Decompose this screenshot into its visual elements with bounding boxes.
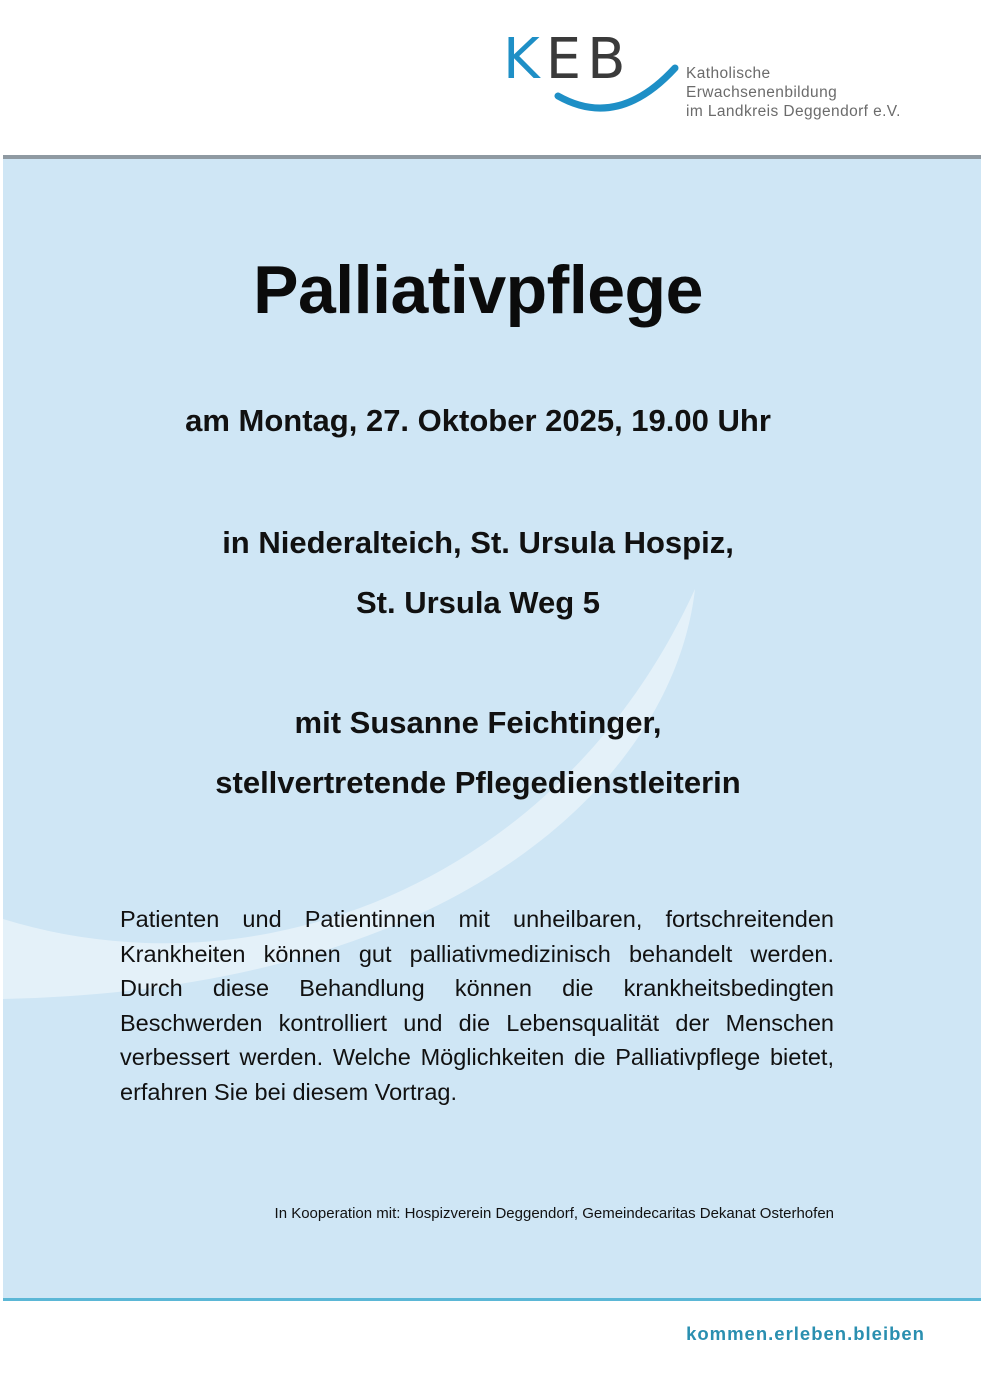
event-content xyxy=(3,159,981,1299)
keb-logo-letters: KEB xyxy=(503,27,632,92)
footer-tagline: kommen.erleben.bleiben xyxy=(686,1323,925,1344)
event-speaker-role: stellvertretende Pflegedienstleiterin xyxy=(215,765,741,800)
event-description: Patienten und Patientinnen mit unheilbaren, fortschreitenden Krankheiten können gut palliativmedizinisch behandelt werden. Durch diese Behandlung können die krankheitsbedingten Beschwerden kontrolliert und die Lebensqualität der Menschen verbessert werden. Welche Möglichkeiten die Palliativpflege bietet, erfahren Sie bei diesem Vortrag. xyxy=(120,906,834,1105)
event-speaker: mit Susanne Feichtinger, xyxy=(294,705,662,740)
event-title: Palliativpflege xyxy=(253,252,703,328)
header xyxy=(0,0,981,157)
org-line-3: im Landkreis Deggendorf e.V. xyxy=(686,103,901,120)
keb-logo xyxy=(503,27,683,125)
footer-divider xyxy=(3,1298,981,1301)
content-panel xyxy=(3,159,981,1299)
cooperation-note: In Kooperation mit: Hospizverein Deggendorf, Gemeindecaritas Dekanat Osterhofen xyxy=(274,1205,834,1222)
org-line-1: Katholische xyxy=(686,65,771,82)
org-line-2: Erwachsenenbildung xyxy=(686,84,838,101)
event-date: am Montag, 27. Oktober 2025, 19.00 Uhr xyxy=(185,403,771,438)
event-address: St. Ursula Weg 5 xyxy=(355,585,601,620)
keb-logo-arc-icon xyxy=(503,27,683,125)
organization-name xyxy=(686,64,976,121)
event-location: in Niederalteich, St. Ursula Hospiz, xyxy=(222,525,734,560)
